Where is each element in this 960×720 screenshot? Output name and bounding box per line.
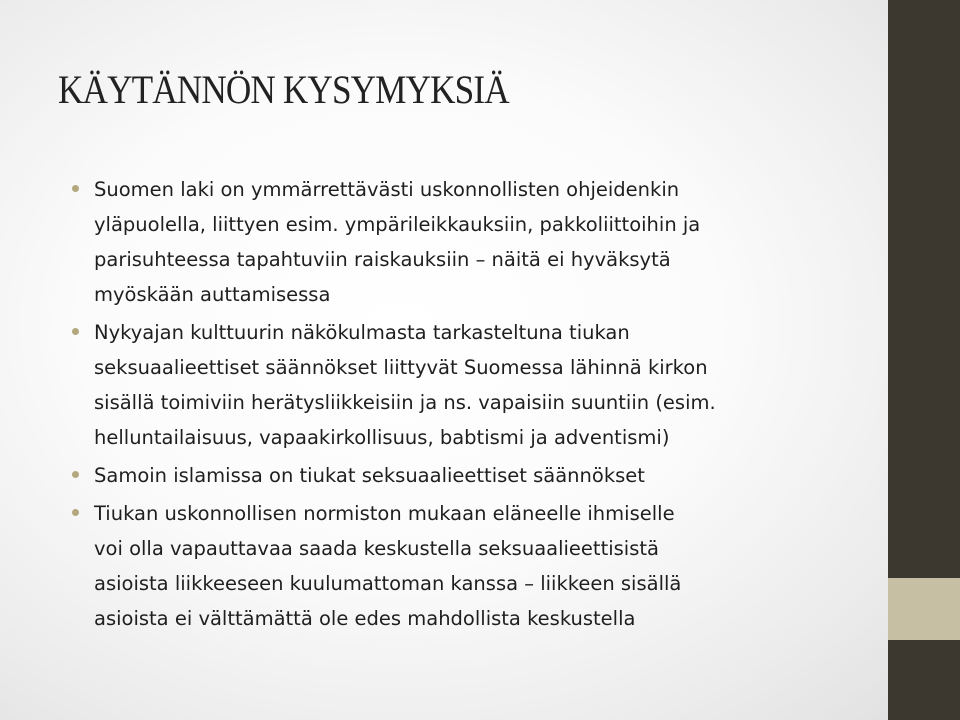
bullet-item [72, 315, 862, 455]
bullet-text-line: parisuhteessa tapahtuviin raiskauksiin – näitä ei hyväksytä [94, 248, 671, 271]
bullet-text-line: voi olla vapauttavaa saada keskustella seksuaalieettisistä [94, 537, 659, 560]
bullet-text-line: yläpuolella, liittyen esim. ympärileikkauksiin, pakkoliittoihin ja [94, 213, 701, 236]
bullet-icon [72, 185, 79, 192]
bullet-text-line: asioista liikkeeseen kuulumattoman kanssa – liikkeen sisällä [94, 572, 682, 595]
bullet-text-line: Tiukan uskonnollisen normiston mukaan eläneelle ihmiselle [94, 502, 675, 525]
bullet-item [72, 172, 862, 312]
bullet-text-line: Nykyajan kulttuurin näkökulmasta tarkasteltuna tiukan [94, 321, 630, 344]
bullet-text-line: myöskään auttamisessa [94, 283, 331, 306]
bullet-list [72, 172, 862, 639]
bullet-text-line: sisällä toimiviin herätysliikkeisiin ja ns. vapaisiin suuntiin (esim. [94, 391, 716, 414]
slide-sidebar-accent [888, 578, 960, 640]
bullet-text-line: asioista ei välttämättä ole edes mahdollista keskustella [94, 607, 636, 630]
bullet-text-line: helluntailaisuus, vapaakirkollisuus, babtismi ja adventismi) [94, 426, 670, 449]
bullet-icon [72, 328, 79, 335]
bullet-text-line: Suomen laki on ymmärrettävästi uskonnollisten ohjeidenkin [94, 178, 680, 201]
bullet-text-line: seksuaalieettiset säännökset liittyvät Suomessa lähinnä kirkon [94, 356, 708, 379]
bullet-text-line: Samoin islamissa on tiukat seksuaalieettiset säännökset [94, 464, 645, 487]
bullet-item [72, 458, 862, 493]
bullet-item [72, 496, 862, 636]
bullet-icon [72, 471, 79, 478]
bullet-icon [72, 509, 79, 516]
slide-title: KÄYTÄNNÖN KYSYMYKSIÄ [58, 67, 509, 112]
